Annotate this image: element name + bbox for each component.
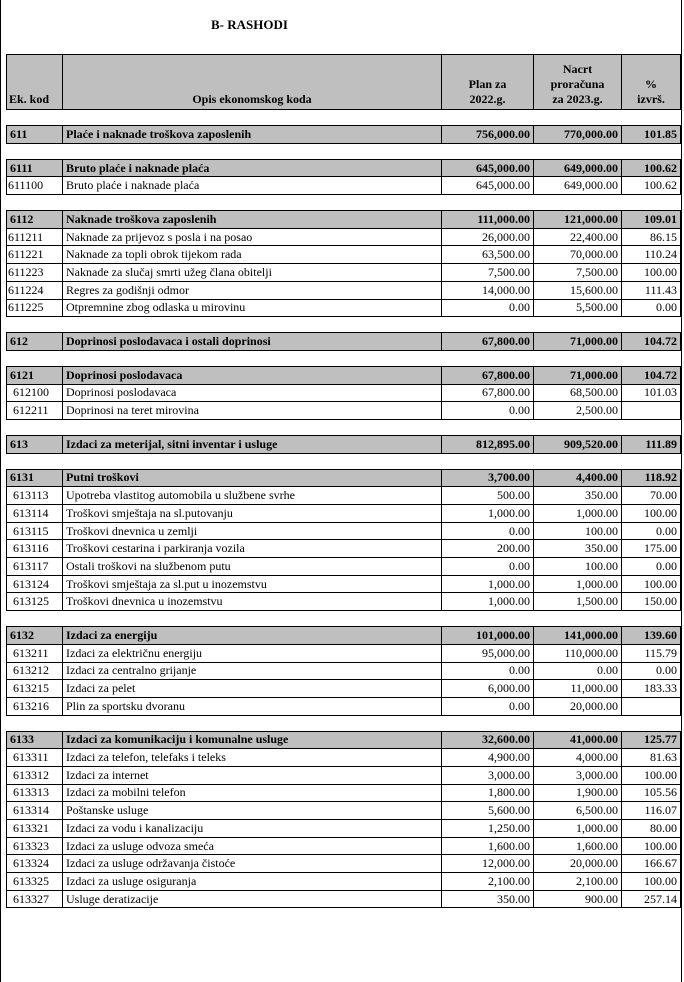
plan-2022-cell: 500.00 xyxy=(442,487,534,505)
description-cell: Bruto plaće i naknade plaća xyxy=(63,159,442,177)
description-cell: Putni troškovi xyxy=(63,469,442,487)
code-cell: 613321 xyxy=(7,820,63,838)
code-cell: 6133 xyxy=(7,731,63,749)
nacrt-2023-cell: 2,500.00 xyxy=(534,402,622,420)
percent-cell: 101.85 xyxy=(622,126,681,144)
description-cell: Izdaci za centralno grijanje xyxy=(63,662,442,680)
group-row xyxy=(7,211,681,229)
header-plan-line1: Plan za xyxy=(468,77,507,91)
page-title: B- RASHODI xyxy=(211,17,288,32)
table-row xyxy=(7,558,681,576)
nacrt-2023-cell: 900.00 xyxy=(534,890,622,908)
spacer-row xyxy=(7,611,681,627)
nacrt-2023-cell: 4,000.00 xyxy=(534,749,622,767)
nacrt-2023-cell: 0.00 xyxy=(534,662,622,680)
spacer-cell xyxy=(7,611,681,627)
table-row xyxy=(7,402,681,420)
description-cell: Doprinosi na teret mirovina xyxy=(63,402,442,420)
nacrt-2023-cell: 15,600.00 xyxy=(534,281,622,299)
description-cell: Troškovi dnevnica u inozemstvu xyxy=(63,593,442,611)
plan-2022-cell: 1,250.00 xyxy=(442,820,534,838)
plan-2022-cell: 1,000.00 xyxy=(442,593,534,611)
nacrt-2023-cell: 71,000.00 xyxy=(534,366,622,384)
table-row xyxy=(7,264,681,282)
spacer-cell xyxy=(7,419,681,435)
nacrt-2023-cell: 5,500.00 xyxy=(534,299,622,317)
code-cell: 613216 xyxy=(7,697,63,715)
plan-2022-cell: 32,600.00 xyxy=(442,731,534,749)
plan-2022-cell: 3,000.00 xyxy=(442,766,534,784)
percent-cell: 70.00 xyxy=(622,487,681,505)
header-opis: Opis ekonomskog koda xyxy=(63,55,442,110)
description-cell: Plin za sportsku dvoranu xyxy=(63,697,442,715)
code-cell: 613212 xyxy=(7,662,63,680)
spacer-row xyxy=(7,453,681,469)
code-cell: 6121 xyxy=(7,366,63,384)
nacrt-2023-cell: 909,520.00 xyxy=(534,435,622,453)
description-cell: Ostali troškovi na službenom putu xyxy=(63,558,442,576)
percent-cell: 0.00 xyxy=(622,558,681,576)
table-row xyxy=(7,802,681,820)
table-row xyxy=(7,644,681,662)
percent-cell: 118.92 xyxy=(622,469,681,487)
percent-cell: 125.77 xyxy=(622,731,681,749)
table-row xyxy=(7,540,681,558)
plan-2022-cell: 645,000.00 xyxy=(442,159,534,177)
nacrt-2023-cell: 100.00 xyxy=(534,558,622,576)
description-cell: Izdaci za električnu energiju xyxy=(63,644,442,662)
code-cell: 612 xyxy=(7,333,63,351)
spacer-row xyxy=(7,110,681,126)
table-header xyxy=(7,55,681,110)
percent-cell: 100.00 xyxy=(622,505,681,523)
description-cell: Izdaci za pelet xyxy=(63,680,442,698)
code-cell: 613211 xyxy=(7,644,63,662)
percent-cell: 105.56 xyxy=(622,784,681,802)
description-cell: Izdaci za usluge održavanja čistoće xyxy=(63,855,442,873)
table-row xyxy=(7,680,681,698)
code-cell: 611225 xyxy=(7,299,63,317)
code-cell: 613312 xyxy=(7,766,63,784)
percent-cell: 100.00 xyxy=(622,264,681,282)
plan-2022-cell: 67,800.00 xyxy=(442,333,534,351)
nacrt-2023-cell: 1,600.00 xyxy=(534,837,622,855)
nacrt-2023-cell: 649,000.00 xyxy=(534,177,622,195)
description-cell: Izdaci za meterijal, sitni inventar i usluge xyxy=(63,435,442,453)
percent-cell xyxy=(622,697,681,715)
table-row xyxy=(7,749,681,767)
percent-cell: 183.33 xyxy=(622,680,681,698)
nacrt-2023-cell: 4,400.00 xyxy=(534,469,622,487)
expenditure-table xyxy=(6,54,681,908)
description-cell: Plaće i naknade troškova zaposlenih xyxy=(63,126,442,144)
plan-2022-cell: 95,000.00 xyxy=(442,644,534,662)
spacer-row xyxy=(7,419,681,435)
nacrt-2023-cell: 70,000.00 xyxy=(534,246,622,264)
plan-2022-cell: 67,800.00 xyxy=(442,366,534,384)
code-cell: 613114 xyxy=(7,505,63,523)
nacrt-2023-cell: 110,000.00 xyxy=(534,644,622,662)
nacrt-2023-cell: 141,000.00 xyxy=(534,627,622,645)
code-cell: 613117 xyxy=(7,558,63,576)
plan-2022-cell: 4,900.00 xyxy=(442,749,534,767)
plan-2022-cell: 200.00 xyxy=(442,540,534,558)
spacer-row xyxy=(7,143,681,159)
plan-2022-cell: 12,000.00 xyxy=(442,855,534,873)
nacrt-2023-cell: 1,500.00 xyxy=(534,593,622,611)
percent-cell: 100.00 xyxy=(622,575,681,593)
table-row xyxy=(7,662,681,680)
spacer-row xyxy=(7,350,681,366)
code-cell: 613313 xyxy=(7,784,63,802)
header-nacrt-line3: za 2023.g. xyxy=(552,92,603,106)
code-cell: 611 xyxy=(7,126,63,144)
description-cell: Troškovi cestarina i parkiranja vozila xyxy=(63,540,442,558)
code-cell: 611223 xyxy=(7,264,63,282)
code-cell: 613314 xyxy=(7,802,63,820)
nacrt-2023-cell: 68,500.00 xyxy=(534,384,622,402)
nacrt-2023-cell: 1,000.00 xyxy=(534,505,622,523)
table-row xyxy=(7,873,681,891)
percent-cell: 257.14 xyxy=(622,890,681,908)
table-row xyxy=(7,593,681,611)
nacrt-2023-cell: 649,000.00 xyxy=(534,159,622,177)
plan-2022-cell: 7,500.00 xyxy=(442,264,534,282)
percent-cell: 100.62 xyxy=(622,177,681,195)
nacrt-2023-cell: 7,500.00 xyxy=(534,264,622,282)
plan-2022-cell: 5,600.00 xyxy=(442,802,534,820)
table-row xyxy=(7,575,681,593)
plan-2022-cell: 0.00 xyxy=(442,402,534,420)
spacer-row xyxy=(7,715,681,731)
code-cell: 612211 xyxy=(7,402,63,420)
plan-2022-cell: 67,800.00 xyxy=(442,384,534,402)
spacer-cell xyxy=(7,350,681,366)
description-cell: Regres za godišnji odmor xyxy=(63,281,442,299)
nacrt-2023-cell: 100.00 xyxy=(534,522,622,540)
nacrt-2023-cell: 22,400.00 xyxy=(534,228,622,246)
spacer-cell xyxy=(7,317,681,333)
percent-cell: 110.24 xyxy=(622,246,681,264)
code-cell: 613311 xyxy=(7,749,63,767)
nacrt-2023-cell: 1,000.00 xyxy=(534,575,622,593)
header-nacrt-line2: proračuna xyxy=(550,77,605,91)
header-plan-line2: 2022.g. xyxy=(469,92,506,106)
code-cell: 613116 xyxy=(7,540,63,558)
nacrt-2023-cell: 121,000.00 xyxy=(534,211,622,229)
plan-2022-cell: 0.00 xyxy=(442,299,534,317)
table-row xyxy=(7,228,681,246)
plan-2022-cell: 1,000.00 xyxy=(442,575,534,593)
table-row xyxy=(7,522,681,540)
description-cell: Izdaci za internet xyxy=(63,766,442,784)
table-body xyxy=(7,110,681,908)
nacrt-2023-cell: 350.00 xyxy=(534,540,622,558)
plan-2022-cell: 0.00 xyxy=(442,558,534,576)
description-cell: Troškovi dnevnica u zemlji xyxy=(63,522,442,540)
table-row xyxy=(7,697,681,715)
table-row xyxy=(7,177,681,195)
code-cell: 613215 xyxy=(7,680,63,698)
table-row xyxy=(7,784,681,802)
code-cell: 613325 xyxy=(7,873,63,891)
description-cell: Doprinosi poslodavaca i ostali doprinosi xyxy=(63,333,442,351)
description-cell: Izdaci za komunikaciju i komunalne usluge xyxy=(63,731,442,749)
code-cell: 6131 xyxy=(7,469,63,487)
percent-cell: 0.00 xyxy=(622,522,681,540)
spacer-cell xyxy=(7,143,681,159)
description-cell: Doprinosi poslodavaca xyxy=(63,384,442,402)
table-row xyxy=(7,281,681,299)
description-cell: Otpremnine zbog odlaska u mirovinu xyxy=(63,299,442,317)
percent-cell: 139.60 xyxy=(622,627,681,645)
table-row xyxy=(7,820,681,838)
table-row xyxy=(7,766,681,784)
code-cell: 6111 xyxy=(7,159,63,177)
plan-2022-cell: 645,000.00 xyxy=(442,177,534,195)
header-ek-kod: Ek. kod xyxy=(7,55,63,110)
percent-cell: 175.00 xyxy=(622,540,681,558)
code-cell: 613113 xyxy=(7,487,63,505)
nacrt-2023-cell: 1,900.00 xyxy=(534,784,622,802)
percent-cell: 100.00 xyxy=(622,873,681,891)
header-pct xyxy=(622,55,681,110)
group-row xyxy=(7,731,681,749)
table-row xyxy=(7,890,681,908)
code-cell: 613124 xyxy=(7,575,63,593)
description-cell: Izdaci za usluge odvoza smeća xyxy=(63,837,442,855)
percent-cell: 0.00 xyxy=(622,299,681,317)
plan-2022-cell: 812,895.00 xyxy=(442,435,534,453)
percent-cell: 115.79 xyxy=(622,644,681,662)
percent-cell: 100.00 xyxy=(622,837,681,855)
code-cell: 613115 xyxy=(7,522,63,540)
group-row xyxy=(7,159,681,177)
nacrt-2023-cell: 770,000.00 xyxy=(534,126,622,144)
code-cell: 6112 xyxy=(7,211,63,229)
spacer-row xyxy=(7,317,681,333)
percent-cell: 111.89 xyxy=(622,435,681,453)
plan-2022-cell: 1,000.00 xyxy=(442,505,534,523)
nacrt-2023-cell: 20,000.00 xyxy=(534,855,622,873)
description-cell: Naknade troškova zaposlenih xyxy=(63,211,442,229)
percent-cell: 104.72 xyxy=(622,366,681,384)
code-cell: 613323 xyxy=(7,837,63,855)
plan-2022-cell: 756,000.00 xyxy=(442,126,534,144)
table-row xyxy=(7,505,681,523)
plan-2022-cell: 1,800.00 xyxy=(442,784,534,802)
group-row xyxy=(7,435,681,453)
percent-cell: 101.03 xyxy=(622,384,681,402)
group-row xyxy=(7,469,681,487)
code-cell: 6132 xyxy=(7,627,63,645)
table-row xyxy=(7,246,681,264)
code-cell: 613 xyxy=(7,435,63,453)
description-cell: Doprinosi poslodavaca xyxy=(63,366,442,384)
code-cell: 612100 xyxy=(7,384,63,402)
header-nacrt-line1: Nacrt xyxy=(562,62,593,76)
table-row xyxy=(7,837,681,855)
plan-2022-cell: 0.00 xyxy=(442,662,534,680)
code-cell: 613327 xyxy=(7,890,63,908)
plan-2022-cell: 6,000.00 xyxy=(442,680,534,698)
nacrt-2023-cell: 2,100.00 xyxy=(534,873,622,891)
nacrt-2023-cell: 20,000.00 xyxy=(534,697,622,715)
nacrt-2023-cell: 11,000.00 xyxy=(534,680,622,698)
code-cell: 611224 xyxy=(7,281,63,299)
plan-2022-cell: 101,000.00 xyxy=(442,627,534,645)
plan-2022-cell: 26,000.00 xyxy=(442,228,534,246)
nacrt-2023-cell: 41,000.00 xyxy=(534,731,622,749)
description-cell: Izdaci za usluge osiguranja xyxy=(63,873,442,891)
description-cell: Naknade za topli obrok tijekom rada xyxy=(63,246,442,264)
group-row xyxy=(7,333,681,351)
percent-cell: 0.00 xyxy=(622,662,681,680)
description-cell: Troškovi smještaja za sl.put u inozemstvu xyxy=(63,575,442,593)
table-row xyxy=(7,855,681,873)
percent-cell: 86.15 xyxy=(622,228,681,246)
code-cell: 613324 xyxy=(7,855,63,873)
nacrt-2023-cell: 3,000.00 xyxy=(534,766,622,784)
header-pct-line2: izvrš. xyxy=(637,92,665,106)
header-nacrt xyxy=(534,55,622,110)
description-cell: Poštanske usluge xyxy=(63,802,442,820)
percent-cell: 150.00 xyxy=(622,593,681,611)
plan-2022-cell: 111,000.00 xyxy=(442,211,534,229)
nacrt-2023-cell: 350.00 xyxy=(534,487,622,505)
header-plan xyxy=(442,55,534,110)
plan-2022-cell: 1,600.00 xyxy=(442,837,534,855)
description-cell: Izdaci za telefon, telefaks i teleks xyxy=(63,749,442,767)
plan-2022-cell: 0.00 xyxy=(442,522,534,540)
percent-cell xyxy=(622,402,681,420)
group-row xyxy=(7,366,681,384)
spacer-cell xyxy=(7,195,681,211)
description-cell: Izdaci za mobilni telefon xyxy=(63,784,442,802)
percent-cell: 104.72 xyxy=(622,333,681,351)
spacer-cell xyxy=(7,110,681,126)
group-row xyxy=(7,627,681,645)
plan-2022-cell: 2,100.00 xyxy=(442,873,534,891)
percent-cell: 100.00 xyxy=(622,766,681,784)
nacrt-2023-cell: 71,000.00 xyxy=(534,333,622,351)
description-cell: Naknade za prijevoz s posla i na posao xyxy=(63,228,442,246)
spacer-cell xyxy=(7,453,681,469)
nacrt-2023-cell: 6,500.00 xyxy=(534,802,622,820)
plan-2022-cell: 350.00 xyxy=(442,890,534,908)
description-cell: Upotreba vlastitog automobila u službene svrhe xyxy=(63,487,442,505)
code-cell: 613125 xyxy=(7,593,63,611)
percent-cell: 166.67 xyxy=(622,855,681,873)
percent-cell: 116.07 xyxy=(622,802,681,820)
plan-2022-cell: 3,700.00 xyxy=(442,469,534,487)
description-cell: Usluge deratizacije xyxy=(63,890,442,908)
plan-2022-cell: 0.00 xyxy=(442,697,534,715)
percent-cell: 80.00 xyxy=(622,820,681,838)
header-pct-line1: % xyxy=(645,77,657,91)
table-row xyxy=(7,299,681,317)
percent-cell: 100.62 xyxy=(622,159,681,177)
code-cell: 611221 xyxy=(7,246,63,264)
description-cell: Naknade za slučaj smrti užeg člana obitelji xyxy=(63,264,442,282)
percent-cell: 111.43 xyxy=(622,281,681,299)
percent-cell: 81.63 xyxy=(622,749,681,767)
plan-2022-cell: 63,500.00 xyxy=(442,246,534,264)
plan-2022-cell: 14,000.00 xyxy=(442,281,534,299)
spacer-cell xyxy=(7,715,681,731)
description-cell: Izdaci za vodu i kanalizaciju xyxy=(63,820,442,838)
description-cell: Izdaci za energiju xyxy=(63,627,442,645)
code-cell: 611100 xyxy=(7,177,63,195)
spacer-row xyxy=(7,195,681,211)
description-cell: Troškovi smještaja na sl.putovanju xyxy=(63,505,442,523)
code-cell: 611211 xyxy=(7,228,63,246)
table-row xyxy=(7,487,681,505)
percent-cell: 109.01 xyxy=(622,211,681,229)
table-row xyxy=(7,384,681,402)
description-cell: Bruto plaće i naknade plaća xyxy=(63,177,442,195)
group-row xyxy=(7,126,681,144)
nacrt-2023-cell: 1,000.00 xyxy=(534,820,622,838)
